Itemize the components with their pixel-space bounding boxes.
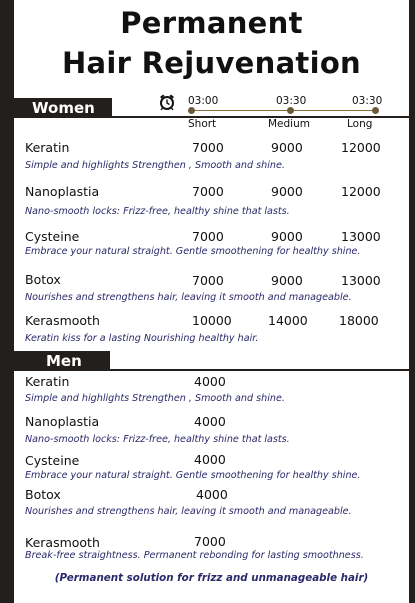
time-medium: 03:30: [276, 95, 307, 107]
men-divider: [110, 369, 409, 371]
women-service-description: Nourishes and strengthens hair, leaving it smooth and manageable.: [25, 292, 352, 303]
duration-medium-label: Medium: [268, 118, 310, 130]
title-line-2: Hair Rejuvenation: [61, 46, 362, 80]
men-service-name: Kerasmooth: [25, 535, 100, 550]
women-service-description: Embrace your natural straight. Gentle smoothening for healthy shine.: [25, 246, 361, 257]
women-service-name: Botox: [25, 272, 61, 287]
women-price-medium: 14000: [268, 313, 308, 328]
men-service-description: Embrace your natural straight. Gentle smoothening for healthy shine.: [25, 470, 361, 481]
men-service-name: Botox: [25, 487, 61, 502]
men-price: 4000: [196, 487, 228, 502]
women-price-medium: 9000: [271, 229, 303, 244]
women-price-short: 10000: [192, 313, 232, 328]
duration-short-label: Short: [188, 118, 217, 130]
time-short: 03:00: [188, 95, 219, 107]
women-price-short: 7000: [192, 184, 224, 199]
duration-long-label: Long: [347, 118, 373, 130]
duration-timeline: [190, 110, 378, 111]
men-service-description: Nourishes and strengthens hair, leaving it smooth and manageable.: [25, 506, 352, 517]
men-price: 4000: [194, 374, 226, 389]
time-long: 03:30: [352, 95, 383, 107]
men-service-name: Cysteine: [25, 453, 80, 468]
men-section-heading: Men: [14, 351, 110, 371]
alarm-clock-icon: [158, 93, 176, 111]
women-price-long: 13000: [341, 273, 381, 288]
women-price-long: 18000: [339, 313, 379, 328]
women-service-name: Cysteine: [25, 229, 80, 244]
men-service-description: Break-free straightness. Permanent rebonding for lasting smoothness.: [25, 550, 364, 561]
timeline-dot-short: [188, 107, 195, 114]
women-price-long: 13000: [341, 229, 381, 244]
women-price-long: 12000: [341, 184, 381, 199]
title-line-1: Permanent: [120, 6, 303, 40]
footer-tagline: (Permanent solution for frizz and unmanageable hair): [54, 572, 369, 584]
women-price-short: 7000: [192, 140, 224, 155]
timeline-dot-medium: [287, 107, 294, 114]
women-service-description: Simple and highlights Strengthen , Smooth and shine.: [25, 160, 285, 171]
women-service-description: Keratin kiss for a lasting Nourishing healthy hair.: [25, 333, 259, 344]
women-price-medium: 9000: [271, 273, 303, 288]
women-price-short: 7000: [192, 229, 224, 244]
men-service-description: Simple and highlights Strengthen , Smooth and shine.: [25, 393, 285, 404]
women-section-heading: Women: [14, 98, 112, 118]
women-price-short: 7000: [192, 273, 224, 288]
men-service-name: Nanoplastia: [25, 414, 100, 429]
men-service-description: Nano-smooth locks: Frizz-free, healthy shine that lasts.: [25, 434, 290, 445]
men-price: 4000: [194, 414, 226, 429]
women-service-name: Keratin: [25, 140, 70, 155]
men-price: 7000: [194, 534, 226, 549]
women-service-description: Nano-smooth locks: Frizz-free, healthy shine that lasts.: [25, 206, 290, 217]
women-service-name: Kerasmooth: [25, 313, 100, 328]
women-price-medium: 9000: [271, 184, 303, 199]
men-price: 4000: [194, 452, 226, 467]
timeline-dot-long: [372, 107, 379, 114]
men-service-name: Keratin: [25, 374, 70, 389]
women-price-long: 12000: [341, 140, 381, 155]
women-price-medium: 9000: [271, 140, 303, 155]
women-service-name: Nanoplastia: [25, 184, 100, 199]
